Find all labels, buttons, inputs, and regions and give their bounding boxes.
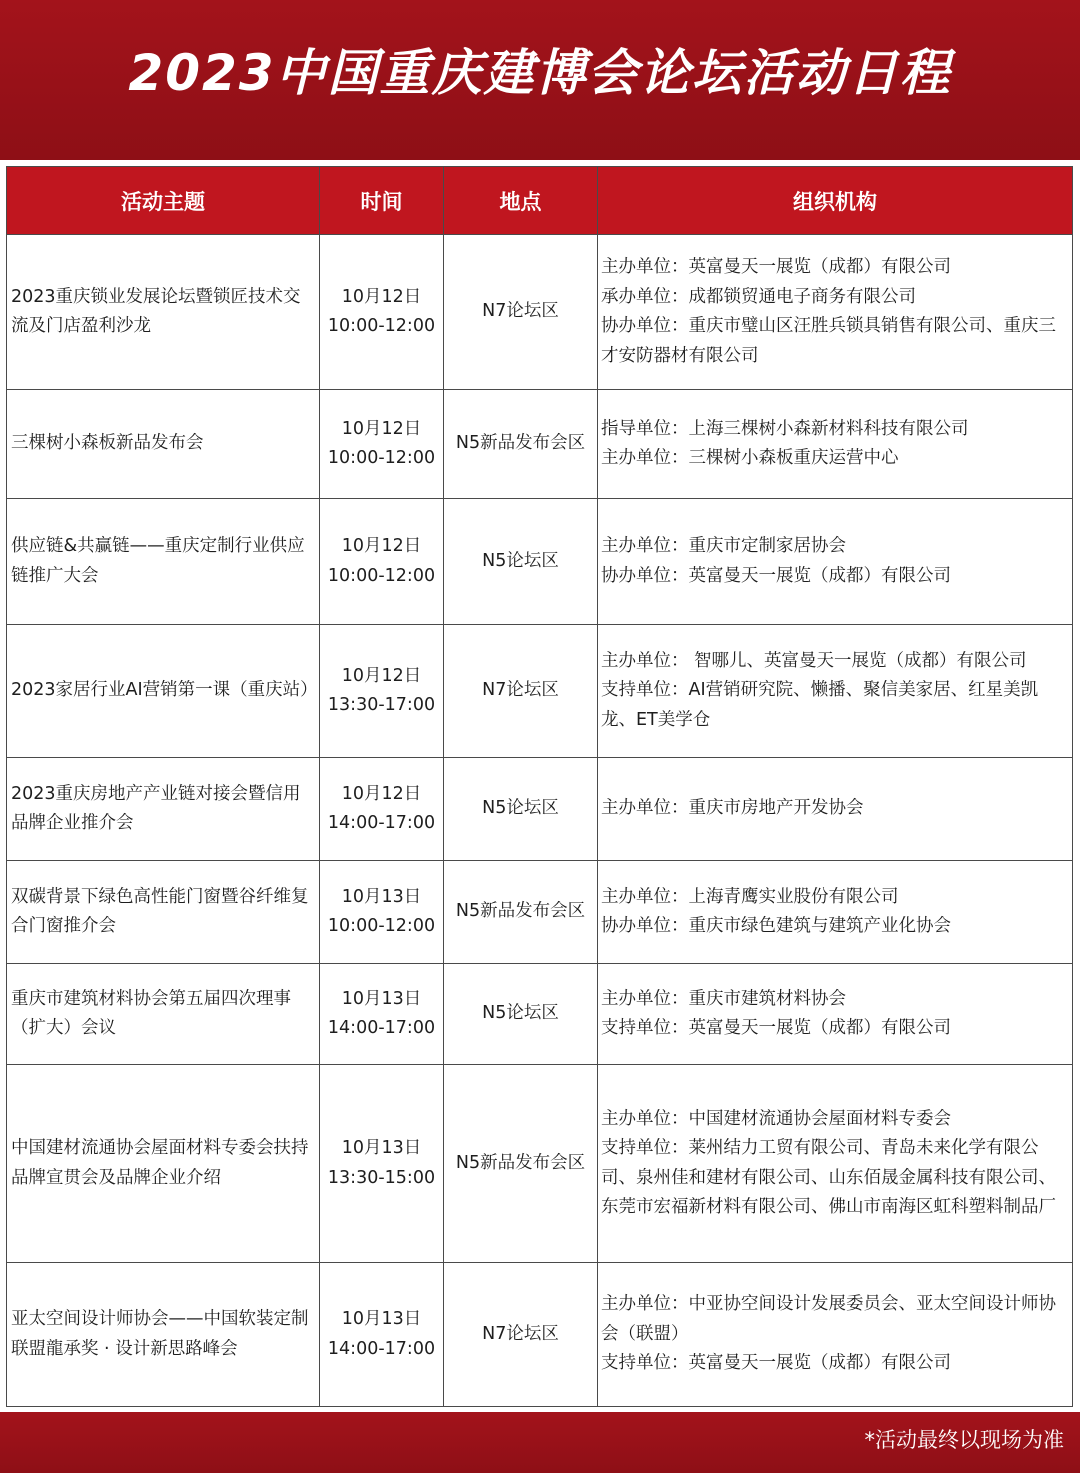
organizer-line: 主办单位：三棵树小森板重庆运营中心 bbox=[601, 448, 899, 468]
table-row bbox=[7, 861, 1073, 964]
page-title: 2023中国重庆建博会论坛活动日程 bbox=[128, 44, 952, 102]
event-date: 10月13日 bbox=[341, 1138, 422, 1158]
event-time bbox=[320, 1065, 444, 1263]
event-venue: N5新品发布会区 bbox=[444, 1065, 598, 1263]
event-topic: 亚太空间设计师协会——中国软装定制联盟龍承奖 · 设计新思路峰会 bbox=[7, 1263, 320, 1407]
table-row bbox=[7, 390, 1073, 499]
event-hours: 14:00-17:00 bbox=[327, 813, 436, 833]
event-topic: 2023家居行业AI营销第一课（重庆站） bbox=[7, 625, 320, 758]
event-venue: N7论坛区 bbox=[444, 1263, 598, 1407]
organizer-line: 主办单位：中国建材流通协会屋面材料专委会 bbox=[601, 1108, 951, 1129]
event-hours: 14:00-17:00 bbox=[327, 1338, 436, 1359]
event-hours: 13:30-17:00 bbox=[327, 695, 436, 715]
top-banner bbox=[0, 0, 1080, 160]
event-topic: 2023重庆房地产产业链对接会暨信用品牌企业推介会 bbox=[7, 758, 320, 861]
organizer-line: 支持单位：英富曼天一展览（成都）有限公司 bbox=[601, 1018, 951, 1038]
footnote: *活动最终以现场为准 bbox=[864, 1428, 1064, 1452]
organizer-line: 主办单位：重庆市定制家居协会 bbox=[601, 536, 846, 556]
organizer-line: 协办单位：重庆市璧山区汪胜兵锁具销售有限公司、重庆三才安防器材有限公司 bbox=[601, 316, 1056, 366]
table-row bbox=[7, 235, 1073, 390]
organizer-line: 主办单位：重庆市建筑材料协会 bbox=[601, 988, 846, 1009]
organizer-line: 协办单位：英富曼天一展览（成都）有限公司 bbox=[601, 565, 951, 586]
organizer-line: 支持单位：莱州结力工贸有限公司、青岛未来化学有限公司、泉州佳和建材有限公司、山东佰晟金属科技有限公司、东莞市宏福新材料有限公司、佛山市南海区虹科塑料制品厂 bbox=[601, 1138, 1056, 1217]
event-organizers bbox=[598, 1065, 1073, 1263]
organizer-line: 主办单位：上海青鹰实业股份有限公司 bbox=[601, 886, 899, 907]
event-time bbox=[320, 499, 444, 625]
event-date: 10月12日 bbox=[341, 418, 422, 439]
event-organizers bbox=[598, 235, 1073, 390]
bottom-bar bbox=[0, 1412, 1080, 1473]
table-row bbox=[7, 1065, 1073, 1263]
organizer-line: 支持单位：AI营销研究院、懒播、聚信美家居、红星美凯龙、ET美学仓 bbox=[601, 680, 1039, 730]
table-row bbox=[7, 758, 1073, 861]
event-venue: N5新品发布会区 bbox=[444, 861, 598, 964]
event-topic: 2023重庆锁业发展论坛暨锁匠技术交流及门店盈利沙龙 bbox=[7, 235, 320, 390]
organizer-line: 主办单位：中亚协空间设计发展委员会、亚太空间设计师协会（联盟） bbox=[601, 1294, 1056, 1344]
event-hours: 10:00-12:00 bbox=[327, 916, 436, 936]
event-organizers bbox=[598, 499, 1073, 625]
event-hours: 10:00-12:00 bbox=[327, 565, 436, 586]
event-date: 10月12日 bbox=[341, 286, 422, 307]
event-organizers bbox=[598, 1263, 1073, 1407]
organizer-line: 主办单位： 智哪儿、英富曼天一展览（成都）有限公司 bbox=[601, 650, 1027, 671]
event-organizers bbox=[598, 390, 1073, 499]
event-topic: 三棵树小森板新品发布会 bbox=[7, 390, 320, 499]
event-date: 10月12日 bbox=[341, 536, 422, 556]
event-date: 10月13日 bbox=[341, 1309, 422, 1329]
event-time bbox=[320, 758, 444, 861]
event-organizers bbox=[598, 625, 1073, 758]
event-topic: 双碳背景下绿色高性能门窗暨谷纤维复合门窗推介会 bbox=[7, 861, 320, 964]
table-row bbox=[7, 964, 1073, 1065]
organizer-line: 主办单位：重庆市房地产开发协会 bbox=[601, 798, 864, 819]
event-hours: 13:30-15:00 bbox=[327, 1167, 436, 1188]
table-row bbox=[7, 1263, 1073, 1407]
organizer-line: 主办单位：英富曼天一展览（成都）有限公司 bbox=[601, 257, 951, 277]
event-organizers bbox=[598, 758, 1073, 861]
event-time bbox=[320, 964, 444, 1065]
event-venue: N5论坛区 bbox=[444, 758, 598, 861]
event-time bbox=[320, 390, 444, 499]
event-time bbox=[320, 1263, 444, 1407]
column-header-time: 时间 bbox=[320, 167, 444, 235]
event-venue: N7论坛区 bbox=[444, 235, 598, 390]
event-venue: N5新品发布会区 bbox=[444, 390, 598, 499]
column-header-organizer: 组织机构 bbox=[598, 167, 1073, 235]
table-row bbox=[7, 625, 1073, 758]
organizer-line: 承办单位：成都锁贸通电子商务有限公司 bbox=[601, 286, 916, 307]
organizer-line: 支持单位：英富曼天一展览（成都）有限公司 bbox=[601, 1353, 951, 1374]
column-header-topic: 活动主题 bbox=[7, 167, 320, 235]
event-venue: N7论坛区 bbox=[444, 625, 598, 758]
event-organizers bbox=[598, 861, 1073, 964]
event-topic: 重庆市建筑材料协会第五届四次理事（扩大）会议 bbox=[7, 964, 320, 1065]
column-header-venue: 地点 bbox=[444, 167, 598, 235]
event-time bbox=[320, 625, 444, 758]
event-time bbox=[320, 235, 444, 390]
organizer-line: 协办单位：重庆市绿色建筑与建筑产业化协会 bbox=[601, 916, 951, 936]
event-date: 10月13日 bbox=[341, 886, 422, 907]
schedule-table bbox=[6, 166, 1073, 1407]
event-date: 10月12日 bbox=[341, 783, 422, 804]
event-topic: 中国建材流通协会屋面材料专委会扶持品牌宣贯会及品牌企业介绍 bbox=[7, 1065, 320, 1263]
event-time bbox=[320, 861, 444, 964]
event-venue: N5论坛区 bbox=[444, 964, 598, 1065]
event-topic: 供应链&共赢链——重庆定制行业供应链推广大会 bbox=[7, 499, 320, 625]
event-organizers bbox=[598, 964, 1073, 1065]
table-header-row bbox=[7, 167, 1073, 235]
event-hours: 10:00-12:00 bbox=[327, 448, 436, 468]
event-date: 10月13日 bbox=[341, 988, 422, 1009]
event-hours: 10:00-12:00 bbox=[327, 316, 436, 336]
event-date: 10月12日 bbox=[341, 665, 422, 686]
table-row bbox=[7, 499, 1073, 625]
event-venue: N5论坛区 bbox=[444, 499, 598, 625]
organizer-line: 指导单位：上海三棵树小森新材料科技有限公司 bbox=[601, 418, 969, 439]
event-hours: 14:00-17:00 bbox=[327, 1018, 436, 1038]
